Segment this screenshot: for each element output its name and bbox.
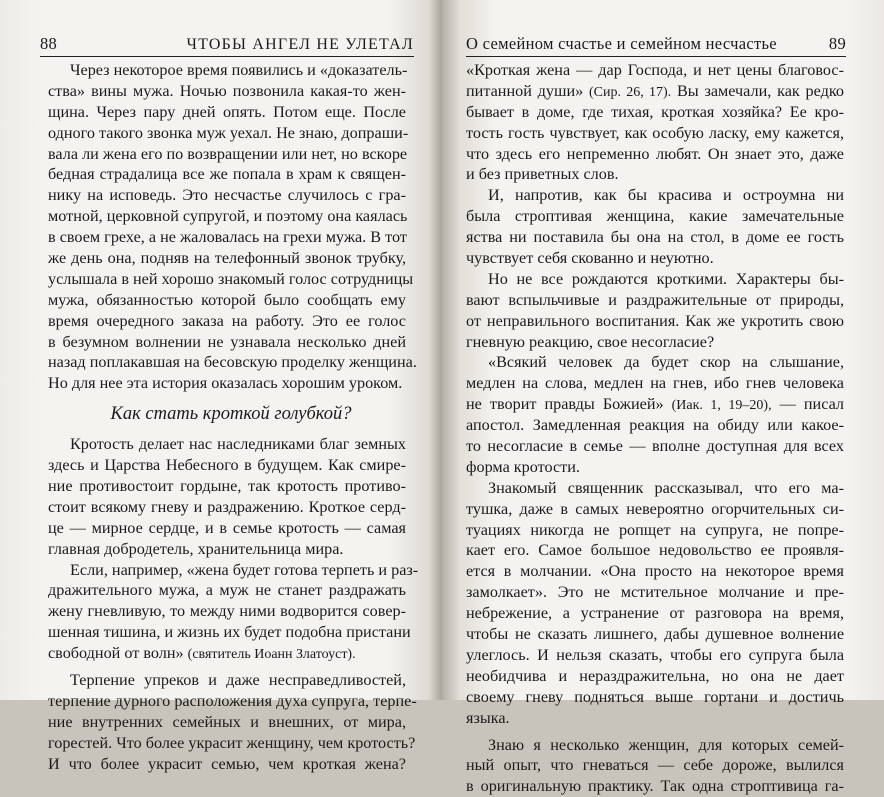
text-line: услышала в ней хорошо знакомый голос сотрудницы [48,269,414,288]
text-fragment: — писал [779,395,844,414]
text-line: Но для нее эта история оказалась хорошим уроком. [48,374,403,393]
text-line: бывает в доме, где тихая, кроткая хозяйка? Ее кро- [466,102,844,121]
text-line: терпение дурного расположения духа супруга, терпе- [48,691,417,710]
text-line: и без приветных слов. [466,165,619,184]
text-line: Терпение упреков и даже несправедливостей, [70,671,406,690]
text-line: Если, например, «жена будет готова терпеть и раз- [70,560,419,579]
text-line: це — мирное сердце, и в семье кротость — самая [48,518,406,537]
text-line: форма кротости. [466,457,580,476]
section-subheading: Как стать кроткой голубкой? [110,404,352,425]
text-line: тость гость чувствует, как особую ласку, ему кажется, [466,123,844,142]
text-line: И, напротив, как бы красива и остроумна ни [488,186,844,205]
text-line: тушка, даже в самых невероятно огорчительных си- [466,499,844,518]
text-line [466,81,844,102]
text-line: небрежение, а устранение от разговора на время, [466,604,844,623]
text-line: бедная страдалица все же попала в храм к священ- [48,165,406,184]
text-line: мотной, церковной супругой, и поэтому она каялась [48,207,408,226]
text-line: ства» вины мужа. Ночью позвонила какая-то жен- [48,81,406,100]
text-line: Знаю я несколько женщин, для которых семей- [488,735,844,754]
text-line [48,643,406,664]
text-line: медлен на слова, медлен на гнев, ибо гнев человека [466,374,844,393]
text-line: вала ли жена его по возвращении или нет, но вскоре [48,144,408,163]
text-fragment: свободной от волн» [48,644,184,663]
text-line: Кротость делает нас наследниками благ земных [70,435,406,454]
header-rule [466,56,846,57]
text-line: яства ни поставила бы она на стол, в доме ее гость [466,228,844,247]
right-page-text [466,60,844,797]
text-line: была строптивая женщина, какие замечательные [466,207,844,226]
text-line: жену гневливую, то между ними водворится совер- [48,602,406,621]
left-page [0,0,442,773]
left-page-text [48,60,419,775]
text-line: в оригинальную практику. Так одна строптивица га- [466,777,844,796]
text-line: апостол. Замедленная реакция на обиду или какое- [466,416,844,435]
page-number: 88 [40,34,58,53]
text-line: чтобы не сказать лишнего, дабы душевное волнение [466,625,844,644]
citation: (святитель Иоанн Златоуст). [187,647,356,663]
text-line: здесь и Царства Небесного в будущем. Как смире- [48,456,406,475]
text-line: ется в молчании. «Она просто на некоторое время [466,562,844,581]
citation: (Иак. 1, 19–20), [671,398,772,414]
header-rule [40,56,414,57]
text-fragment: не творит правды Божией» [466,395,664,414]
right-page-header [466,32,846,54]
text-line: нику на исповедь. Это несчастье случилось с гра- [48,186,406,205]
text-line: ный опыт, что гневаться — себе дороже, вылился [466,756,844,775]
text-line: назад поплакавшая на бесовскую проделку женщина. [48,353,417,372]
text-line: что здесь его непременно любят. Он знает это, даже [466,144,844,163]
text-line: Знакомый священник рассказывал, что его ма- [488,478,844,497]
text-line [466,394,844,415]
text-line: замолкает». Это не мстительное молчание и пре- [466,583,844,602]
text-line: вают вспыльчивые и раздражительные от природы, [466,290,844,309]
text-line: необидчива и нераздражительна, но она не дает [466,666,844,685]
text-fragment: питанной души» [466,81,584,100]
text-line: «Всякий человек да будет скор на слышание, [488,353,844,372]
text-line: ние противостоит гордыне, так кротость противо- [48,477,406,496]
text-line: чувствует себя скованно и неуютно. [466,249,714,268]
text-line: же день она, подняв на телефонный звонок трубку, [48,249,406,268]
text-line: от неправильного воспитания. Как же укротить свою [466,311,844,330]
page-number: 89 [828,34,846,53]
text-line: в своем грехе, а не жаловалась на грехи мужа. В тот [48,228,407,247]
text-line: кает его. Самое большое недовольство ее проявля- [466,541,844,560]
text-line: своему гневу подняться выше гортани и достичь [466,687,844,706]
text-line: ние внутренних семейных и внешних, от мира, [48,712,406,731]
text-line: стоит всякому гневу и раздражению. Кроткое серд- [48,497,406,516]
text-line: шенная тишина, и жизнь их будет подобна пристани [48,623,411,642]
text-line: Через некоторое время появились и «доказатель- [70,61,408,79]
text-line: одного такого звонка муж уехал. Не знаю, допраши- [48,123,409,142]
text-line: улеглось. И нельзя сказать, чтобы его супруга была [466,645,844,664]
left-page-header [40,32,414,54]
right-page [442,0,884,796]
text-line: дражительного мужа, а муж не станет раздражать [48,581,406,600]
text-line: время очередного заказа на работу. Это ее голос [48,311,406,330]
text-line: горестей. Что более украсит женщину, чем кротость? [48,733,416,752]
text-fragment: Вы замечали, как редко [676,81,844,100]
text-line: щина. Через пару дней опять. Потом еще. После [48,102,406,121]
text-line: туациях никогда не ропщет на супруга, не попре- [466,520,844,539]
text-line: «Кроткая жена — дар Господа, и нет цены благовос- [466,61,844,79]
text-line: мужа, обязанностью которой было сообщать ему [48,290,406,309]
running-head: О семейном счастье и семейном несчастье [466,34,777,53]
text-line: гневную реакцию, свое несогласие? [466,332,715,351]
text-line: главная добродетель, хранительница мира. [48,539,344,558]
text-line: языка. [466,708,510,727]
text-line: то несогласие в семье — вполне доступная для всех [466,437,844,456]
text-line: И что более украсит семью, чем кроткая жена? [48,754,406,773]
text-line: в безумном волнении не узнавала несколько дней [48,332,406,351]
running-head: ЧТОБЫ АНГЕЛ НЕ УЛЕТАЛ [186,36,414,53]
text-line: Но не все рождаются кроткими. Характеры бы- [488,269,844,288]
citation: (Сир. 26, 17). [589,84,672,100]
